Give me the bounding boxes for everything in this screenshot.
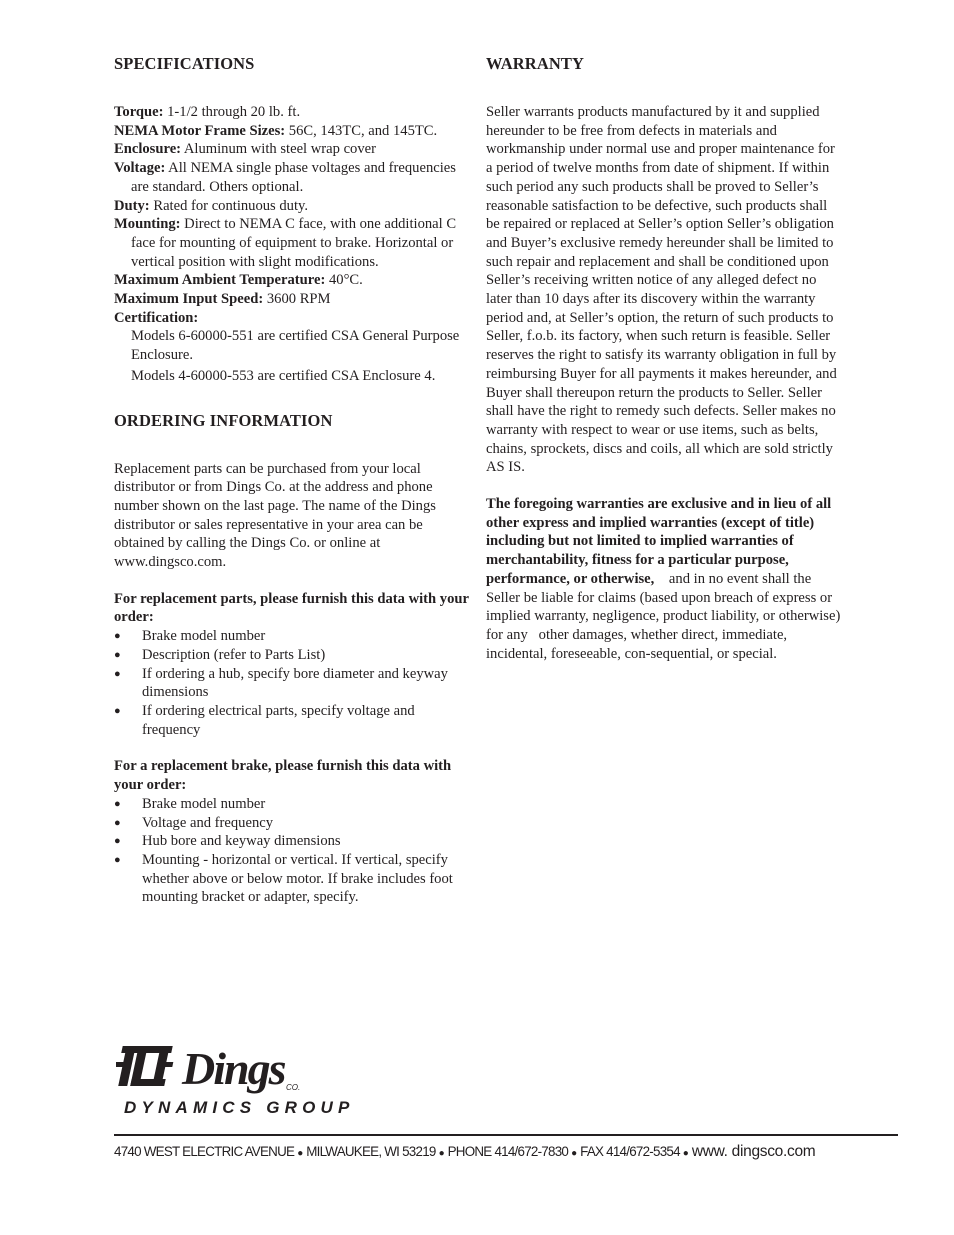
brake-list — [114, 795, 476, 907]
footer-city: MILWAUKEE, WI 53219 — [306, 1144, 436, 1159]
footer-address: 4740 WEST ELECTRIC AVENUE — [114, 1144, 295, 1159]
spec-frame-sizes: NEMA Motor Frame Sizes: 56C, 143TC, and 145TC. — [114, 122, 438, 139]
bullet-icon: ● — [114, 853, 121, 866]
spec-voltage: Voltage: All NEMA single phase voltages and frequencies are standard. Others optional. — [114, 160, 456, 195]
spec-torque: Torque: 1-1/2 through 20 lb. ft. — [114, 104, 301, 120]
list-item: ● Brake model number — [114, 795, 266, 812]
specifications-heading: SPECIFICATIONS — [114, 54, 255, 73]
bullet-icon: ● — [114, 816, 121, 829]
warranty-body: Seller warrants products manufactured by it and supplied hereunder to be free from defects in materials and workmanship under normal use and proper maintenance for a period of twelve months from date of shipment. If within such period any such products shall be proved to Seller’s reasonable satisfaction to be defective, such products shall be repaired or replaced at Seller’s option Seller’s obligation and Buyer’s exclusive remedy hereunder shall be limited to such repair and replacement and shall be conditioned upon Seller’s receiving written notice of any alleged defect no later than 10 days after its discovery within the warranty period and, at Seller’s option, the return of such products to Seller, f.o.b. its factory, when such return is feasible. Seller reserves the right to satisfy its warranty obligation in full by reimbursing Buyer for all payments it makes hereunder, and Buyer shall thereupon return the products to Seller. Seller shall have the right to remedy such defects. Seller makes no warranty with respect to wear or use items, such as belts, chains, sprockets, discs and coils, all which are sold strictly AS IS. — [486, 104, 837, 476]
list-item: ● Voltage and frequency — [114, 814, 274, 831]
bullet-icon: ● — [297, 1148, 304, 1159]
specifications-list — [114, 103, 476, 386]
bullet-icon: ● — [114, 797, 121, 810]
brake-heading: For a replacement brake, please furnish this data with your order: — [114, 758, 452, 794]
bullet-icon: ● — [114, 630, 121, 643]
logo-tagline: DYNAMICS GROUP — [124, 1098, 355, 1117]
warranty-disclaimer — [486, 495, 842, 663]
footer-website[interactable]: www. dingsco.com — [691, 1143, 816, 1160]
bullet-icon: ● — [571, 1148, 578, 1159]
bullet-icon: ● — [114, 648, 121, 661]
dings-logo — [116, 1040, 426, 1120]
warranty-heading: WARRANTY — [486, 54, 584, 73]
bullet-icon: ● — [114, 704, 121, 717]
list-item: ● Hub bore and keyway dimensions — [114, 833, 341, 850]
bullet-icon: ● — [114, 667, 121, 680]
footer-phone: PHONE 414/672-7830 — [447, 1144, 569, 1159]
logo-brand: Dings — [182, 1043, 285, 1094]
list-item: ● Brake model number — [114, 628, 266, 645]
bullet-icon: ● — [682, 1148, 689, 1159]
left-column — [114, 52, 476, 907]
spec-ambient-temperature: Maximum Ambient Temperature: 40°C. — [114, 272, 363, 289]
spec-certification: Certification: — [114, 309, 199, 326]
spec-input-speed: Maximum Input Speed: 3600 RPM — [114, 291, 331, 308]
footer-contact — [114, 1142, 904, 1164]
certification-item: Models 6-60000-551 are certified CSA General Purpose Enclosure. — [131, 328, 460, 364]
spec-enclosure: Enclosure: Aluminum with steel wrap cover — [114, 141, 376, 158]
list-item: ● Mounting - horizontal or vertical. If vertical, specify whether above or below motor. If brake includes foot mounting bracket or adapter, specify. — [114, 851, 453, 906]
bullet-icon: ● — [438, 1148, 445, 1159]
list-item: ● If ordering electrical parts, specify voltage and frequency — [114, 702, 415, 738]
certification-item: Models 4-60000-553 are certified CSA Enclosure 4. — [131, 367, 436, 384]
ordering-heading: ORDERING INFORMATION — [114, 410, 333, 430]
parts-list — [114, 627, 476, 739]
ordering-intro: Replacement parts can be purchased from your local distributor or from Dings Co. at the address and phone number shown on the last page. The name of the Dings distributor or sales representative in your area can be obtained by calling the Dings Co. or online at www.dingsco.com. — [114, 460, 436, 571]
warranty-disclaimer-rest: and in no event shall the Seller be liable for claims (based upon breach of express or implied warranty, negligence, product liability, or otherwise) for any other damages, whether direct, immediate, incidental, foreseeable, con-sequential, or special. — [486, 570, 844, 662]
parts-heading: For replacement parts, please furnish this data with your order: — [114, 590, 469, 626]
right-column — [486, 52, 842, 663]
warranty-disclaimer-bold: The foregoing warranties are exclusive and in lieu of all other express and implied warranties (except of title) including but not limited to implied warranties of merchantability, fitness for a particular purpose, performance, or otherwise, — [486, 496, 832, 587]
footer-fax: FAX 414/672-5354 — [580, 1144, 680, 1159]
footer-divider — [114, 1134, 898, 1136]
spec-duty: Duty: Rated for continuous duty. — [114, 197, 309, 214]
spec-mounting: Mounting: Direct to NEMA C face, with one additional C face for mounting of equipment to brake. Horizontal or vertical position with slight modifications. — [114, 216, 457, 270]
dings-emblem-icon — [116, 1040, 426, 1120]
bullet-icon: ● — [114, 835, 121, 848]
logo-suffix: CO. — [286, 1083, 301, 1092]
list-item: ● If ordering a hub, specify bore diameter and keyway dimensions — [114, 665, 448, 701]
list-item: ● Description (refer to Parts List) — [114, 646, 326, 663]
